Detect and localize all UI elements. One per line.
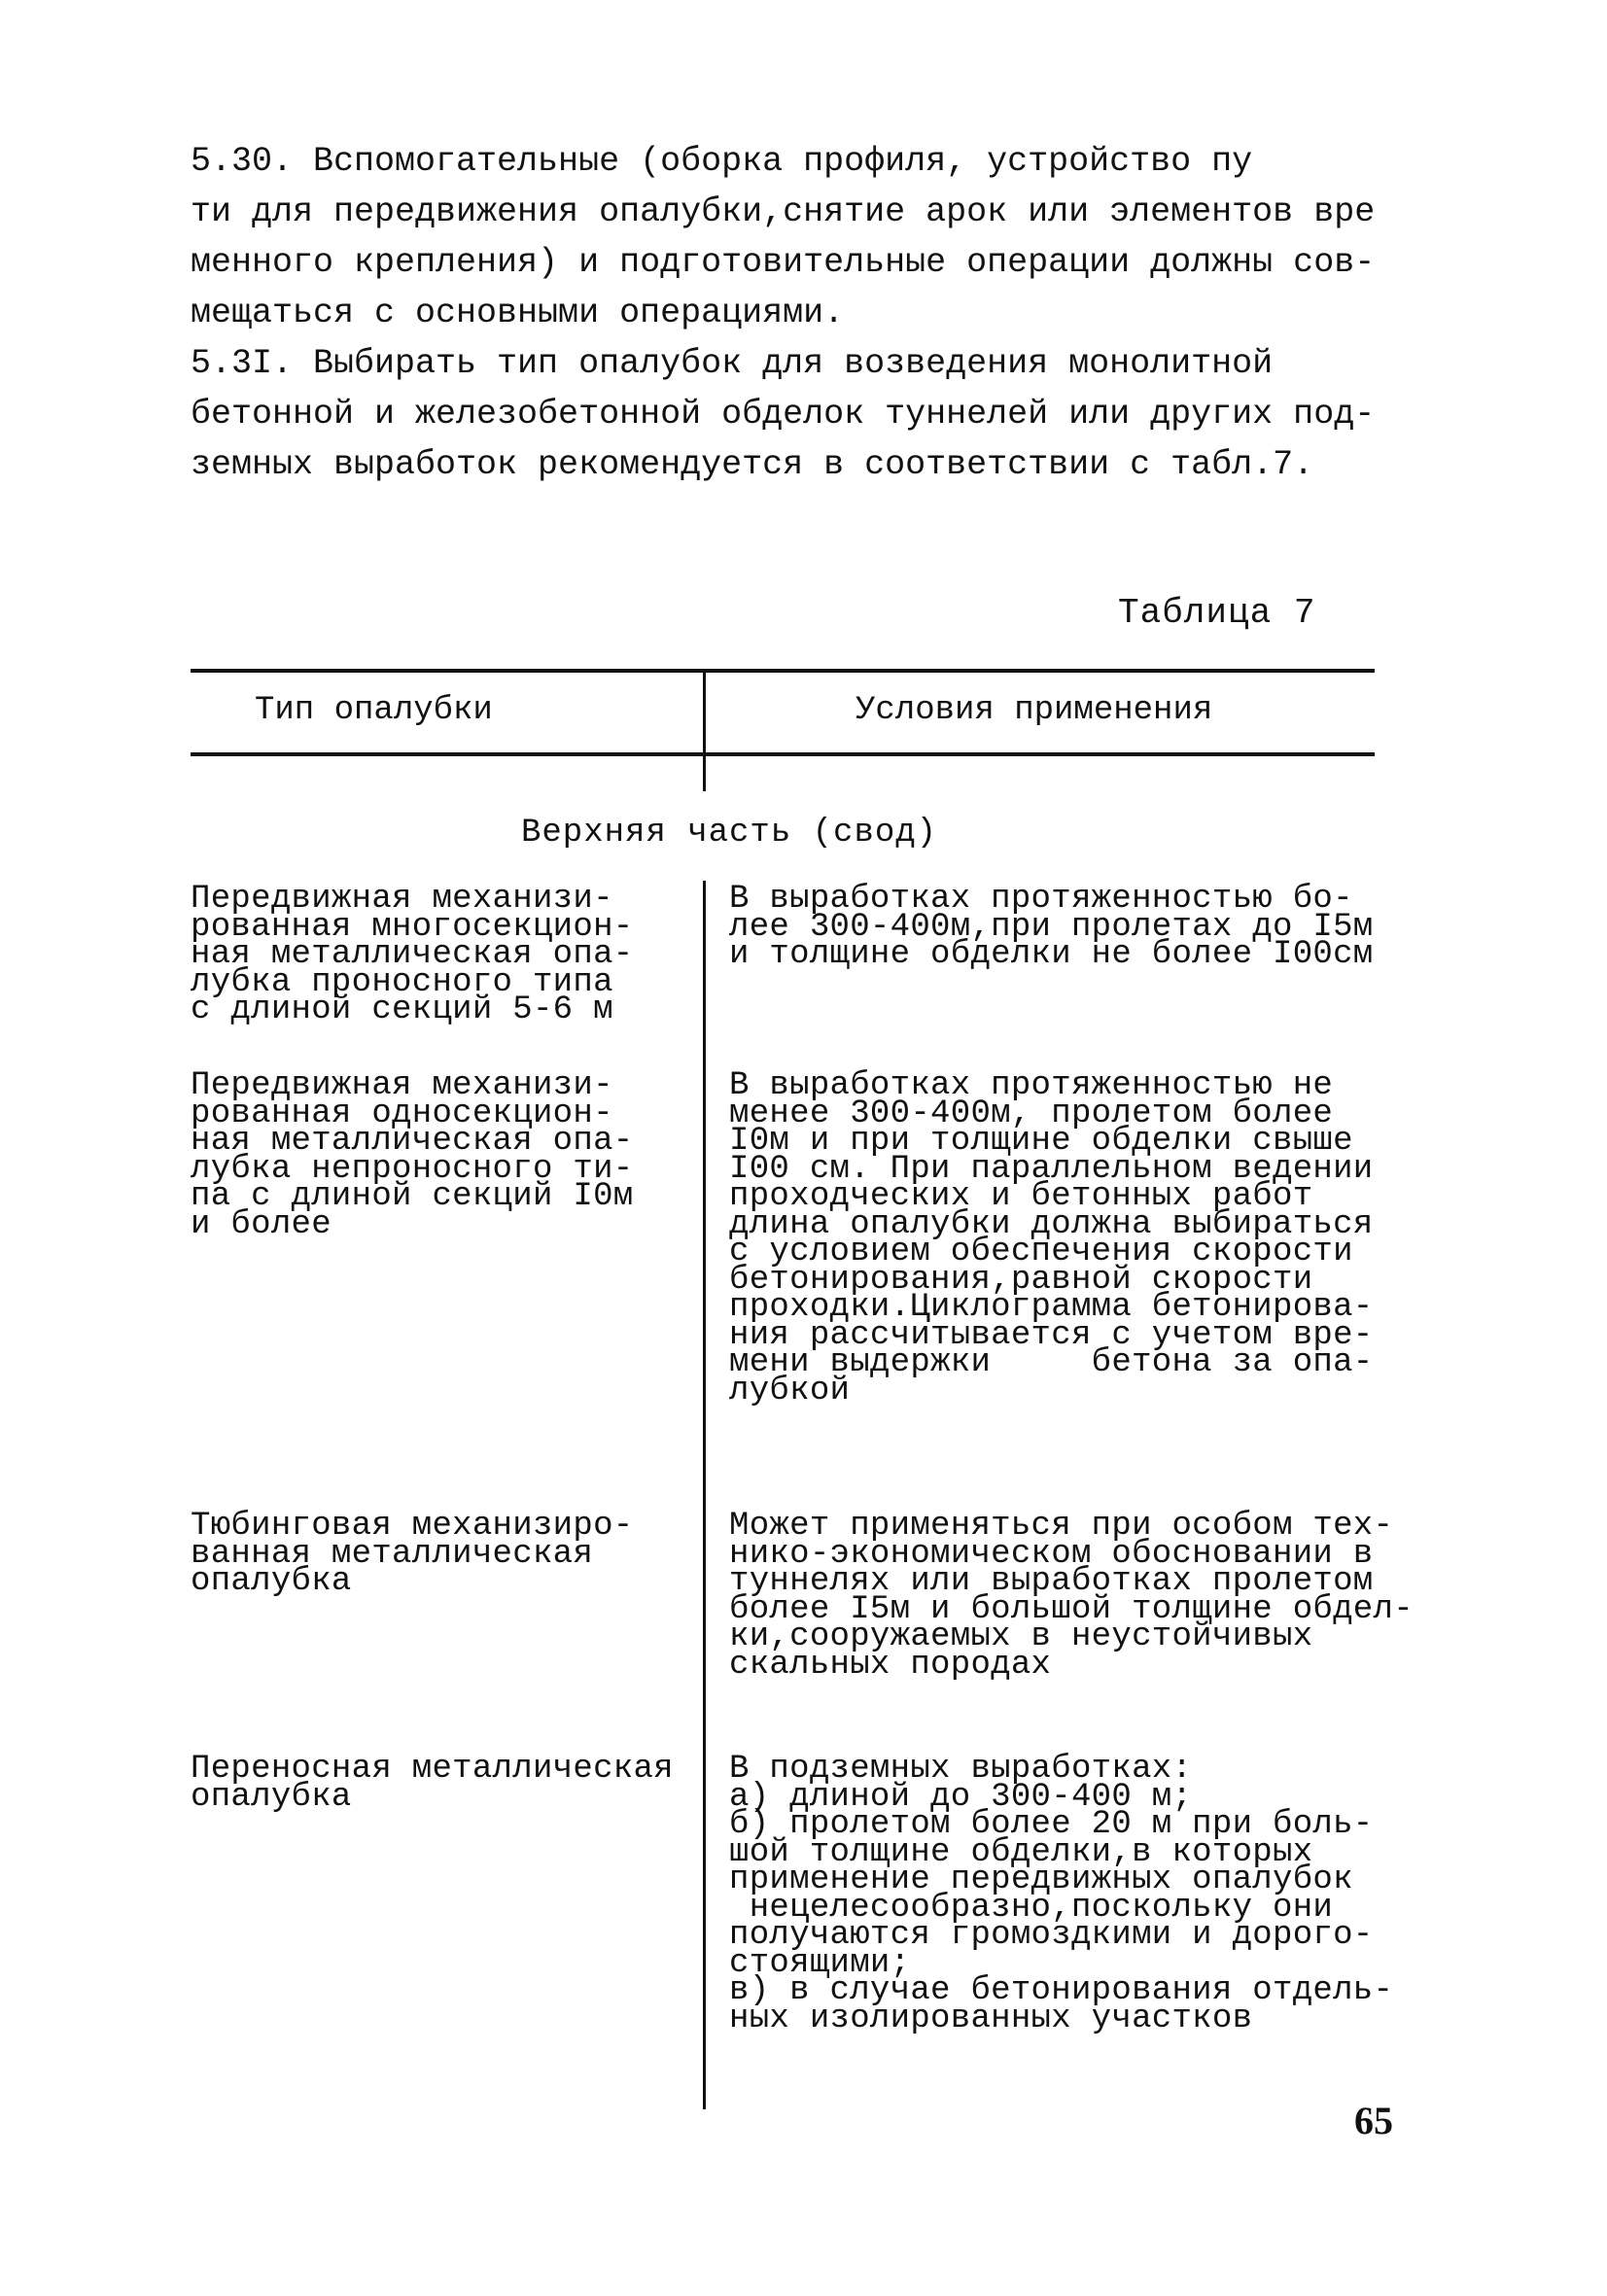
row-2-type: Передвижная механизи- рованная односекцион- ная металлическая опа- лубка непроносного ти- па с длиной секций I0м и более — [191, 1067, 634, 1243]
paragraph-5-31 — [191, 338, 1396, 490]
section-title: Верхняя часть (свод) — [521, 815, 938, 852]
text-line: земных выработок рекомендуется в соответствии с табл.7. — [191, 445, 1314, 484]
row-1-type: Передвижная механизи- рованная многосекцион- ная металлическая опа- лубка проносного типа с длиной секций 5-6 м — [191, 881, 634, 1028]
row-2-conditions: В выработках протяженностью не менее 300-400м, пролетом более I0м и при толщине обделки свыше I00 см. При параллельном ведении проходческих и бетонных работ длина опалубки должна выбираться с условием обеспечения скорости бетонирования,равной скорости проходки.Циклограмма бетонирова- ния рассчитывается с учетом вре- мени выдержки бетона за опа- лубкой — [729, 1067, 1374, 1409]
text-line: бетонной и железобетонной обделок туннелей или других под- — [191, 395, 1376, 434]
row-3-type: Тюбинговая механизиро- ванная металлическая опалубка — [191, 1508, 634, 1600]
text-line: мещаться с основными операциями. — [191, 294, 845, 332]
row-3-conditions: Может применяться при особом тех- нико-экономическом обосновании в туннелях или выработках пролетом более I5м и большой толщине обдел- ки,сооружаемых в неустойчивых скальных породах — [729, 1508, 1414, 1684]
row-4-type: Переносная металлическая опалубка — [191, 1751, 674, 1816]
text-line: 5.3I. Выбирать тип опалубок для возведения монолитной — [191, 344, 1274, 383]
table-body-divider — [703, 881, 706, 2109]
header-type: Тип опалубки — [255, 692, 493, 729]
paragraph-5-30 — [191, 136, 1396, 338]
table-header-divider — [703, 669, 706, 791]
text-line: менного крепления) и подготовительные операции должны сов- — [191, 243, 1376, 282]
text-line: 5.30. Вспомогательные (оборка профиля, устройство пу — [191, 142, 1253, 181]
row-1-conditions: В выработках протяженностью бо- лее 300-400м,при пролетах до I5м и толщине обделки не более I00см — [729, 881, 1374, 973]
row-4-conditions: В подземных выработках: а) длиной до 300-400 м; б) пролетом более 20 м при боль- шой толщине обделки,в которых применение передвижных опалубок нецелесообразно,поскольку они получаются громоздкими и дорого- стоящими; в) в случае бетонирования отдель- ных изолированных участков — [729, 1751, 1394, 2037]
table-caption: Таблица 7 — [1118, 593, 1316, 633]
header-conditions: Условия применения — [856, 692, 1213, 729]
table-top-rule — [191, 669, 1375, 673]
table-header-rule — [191, 752, 1375, 756]
text-line: ти для передвижения опалубки,снятие арок или элементов вре — [191, 192, 1376, 231]
page-number: 65 — [1354, 2099, 1393, 2142]
